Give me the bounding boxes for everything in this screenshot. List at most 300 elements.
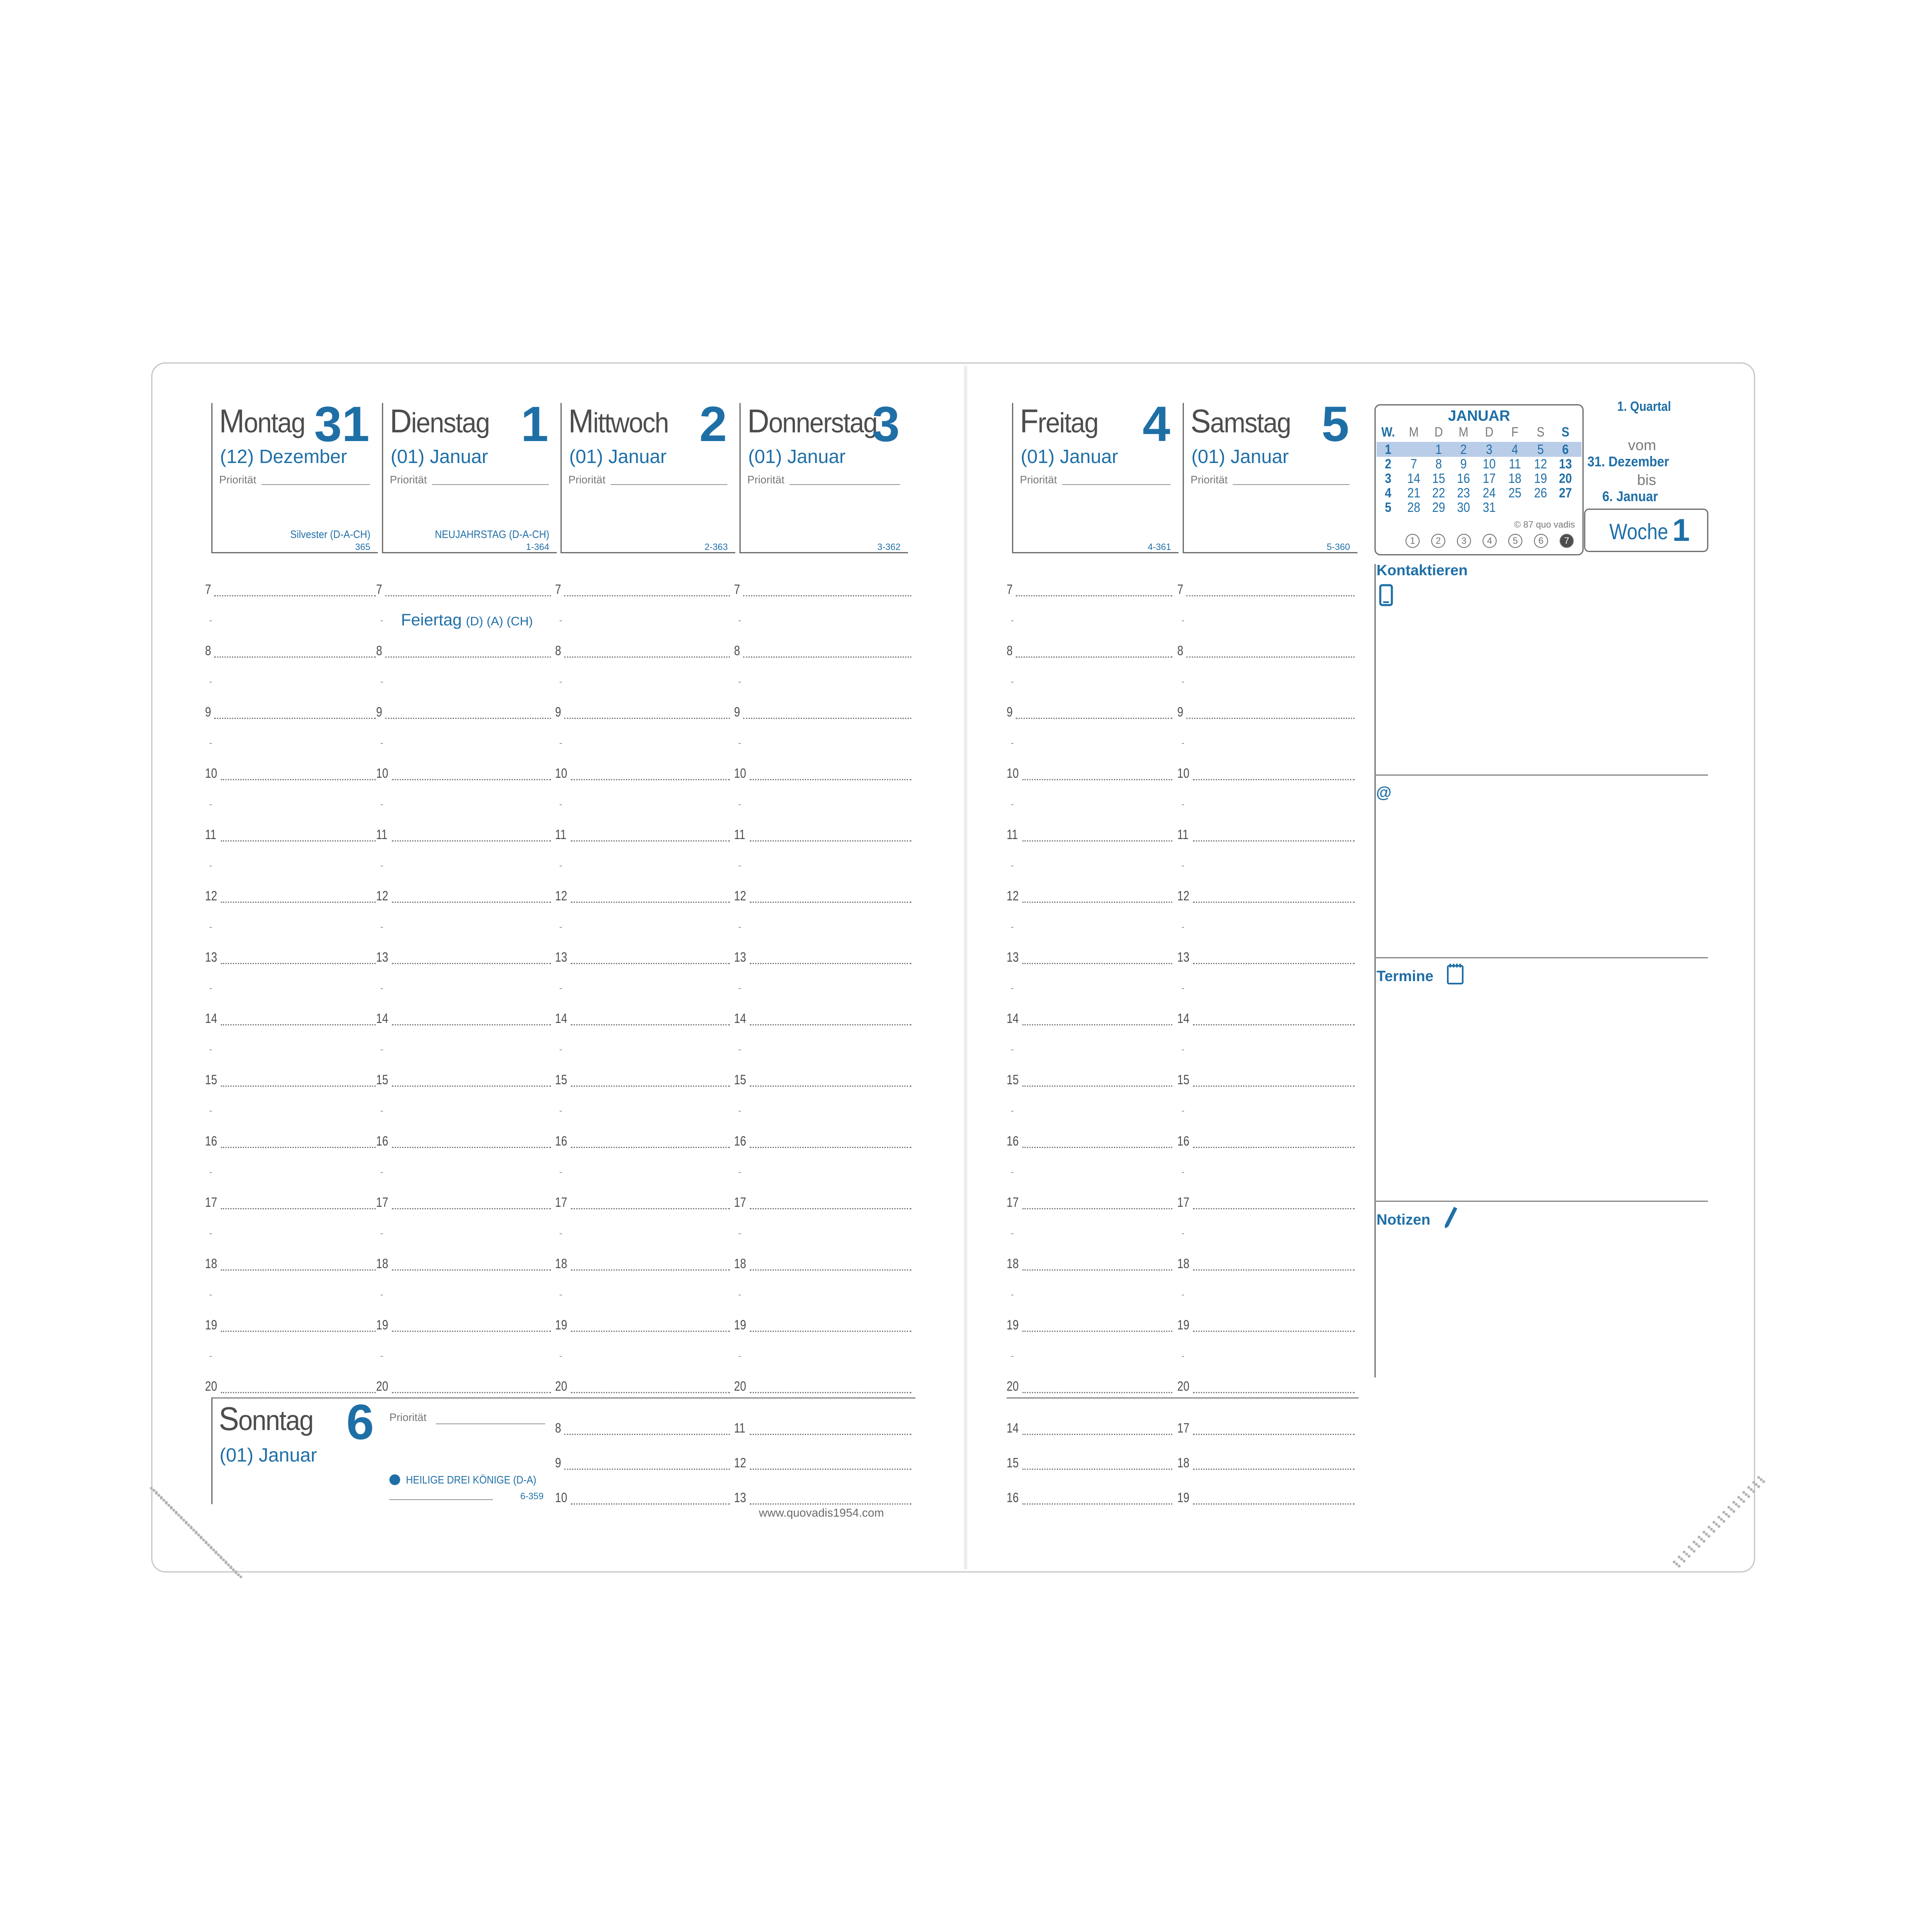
- weekday-circle[interactable]: 4: [1483, 534, 1497, 548]
- weekday-circle[interactable]: 2: [1431, 534, 1445, 548]
- hour-label: 8: [1007, 643, 1013, 658]
- mini-calendar-day: 10: [1483, 456, 1496, 471]
- hour-line[interactable]: [571, 1147, 730, 1148]
- hour-label: 8: [555, 643, 561, 658]
- weekday-circle[interactable]: 6: [1534, 534, 1548, 548]
- email-divider: [1374, 957, 1708, 958]
- hour-line[interactable]: [1193, 1024, 1355, 1025]
- hour-line[interactable]: [392, 902, 551, 903]
- hour-line[interactable]: [1193, 1147, 1355, 1148]
- half-hour-mark: -: [1011, 799, 1014, 809]
- half-hour-mark: -: [559, 1289, 563, 1300]
- priority-line: [432, 484, 549, 485]
- hour-line[interactable]: [1186, 595, 1355, 596]
- hour-line[interactable]: [750, 1147, 911, 1148]
- hour-line[interactable]: [221, 1208, 376, 1209]
- weekday-circle[interactable]: 7: [1560, 534, 1574, 548]
- day-number: 4: [1142, 396, 1170, 452]
- hour-label: 10: [555, 766, 568, 781]
- hour-label: 8: [376, 643, 382, 658]
- hour-line[interactable]: [743, 656, 911, 658]
- hour-line[interactable]: [743, 718, 911, 719]
- half-hour-mark: -: [1011, 676, 1014, 687]
- hour-line[interactable]: [1022, 779, 1172, 780]
- hour-line[interactable]: [392, 1392, 551, 1393]
- hour-label: 18: [555, 1256, 568, 1271]
- half-hour-mark: -: [1181, 1105, 1185, 1116]
- hour-label: 11: [734, 827, 746, 842]
- mini-calendar-header: D: [1485, 425, 1494, 439]
- hour-line[interactable]: [571, 1208, 730, 1209]
- hour-line[interactable]: [571, 1331, 730, 1332]
- half-hour-mark: -: [1011, 983, 1014, 993]
- priority-line: [1233, 484, 1350, 485]
- hour-label: 14: [1007, 1011, 1019, 1026]
- mini-calendar-day: 30: [1457, 500, 1470, 515]
- half-hour-mark: -: [380, 615, 384, 625]
- hour-line[interactable]: [1193, 1392, 1355, 1393]
- hour-line[interactable]: [1022, 1331, 1172, 1332]
- mini-calendar-day: 24: [1483, 485, 1496, 500]
- hour-label: 7: [555, 582, 561, 597]
- hour-line[interactable]: [392, 963, 551, 964]
- day-header: [1183, 396, 1357, 553]
- hour-line[interactable]: [214, 718, 376, 719]
- day-name: [219, 402, 305, 440]
- mini-calendar-day: 16: [1457, 471, 1470, 486]
- hour-line[interactable]: [1193, 963, 1355, 964]
- hour-line[interactable]: [221, 1147, 376, 1148]
- priority-label: Priorität: [219, 473, 256, 486]
- hour-label: 16: [734, 1134, 746, 1148]
- day-of-year: 4-361: [1147, 542, 1171, 552]
- mini-calendar-day: 5: [1385, 500, 1391, 515]
- hour-line[interactable]: [221, 1392, 376, 1393]
- half-hour-mark: -: [380, 1044, 384, 1054]
- hour-label: 11: [734, 1421, 746, 1435]
- hour-label: 10: [734, 766, 746, 781]
- hour-line[interactable]: [392, 1269, 551, 1271]
- hour-line[interactable]: [1022, 1269, 1172, 1271]
- hour-line[interactable]: [564, 1434, 730, 1435]
- mini-calendar-day: 17: [1483, 471, 1496, 486]
- hour-label: 11: [555, 827, 567, 842]
- half-hour-mark: -: [1181, 1289, 1185, 1300]
- hour-line[interactable]: [1022, 1208, 1172, 1209]
- mini-calendar-day: 23: [1457, 485, 1470, 500]
- hour-line[interactable]: [743, 595, 911, 596]
- hour-line[interactable]: [1022, 1085, 1172, 1087]
- hour-line[interactable]: [1193, 1331, 1355, 1332]
- hour-line[interactable]: [1193, 1269, 1355, 1271]
- phone-icon: [1379, 584, 1393, 608]
- hour-line[interactable]: [571, 840, 730, 842]
- day-initial: M: [219, 403, 244, 439]
- hour-label: 14: [205, 1011, 217, 1026]
- day-name: [1191, 402, 1290, 440]
- hour-label: 18: [734, 1256, 746, 1271]
- hour-line[interactable]: [1022, 902, 1172, 903]
- hour-line[interactable]: [564, 718, 730, 719]
- half-hour-mark: -: [559, 1167, 563, 1177]
- half-hour-mark: -: [1011, 1289, 1014, 1300]
- half-hour-mark: -: [559, 799, 563, 809]
- hour-line[interactable]: [750, 1469, 911, 1470]
- half-hour-mark: -: [209, 1351, 213, 1361]
- hour-label: 7: [734, 582, 740, 597]
- day-header: [382, 396, 557, 553]
- hour-label: 17: [1007, 1195, 1019, 1210]
- half-hour-mark: -: [209, 983, 213, 993]
- mini-calendar-day: 2: [1385, 456, 1391, 471]
- mini-calendar-day: 11: [1509, 456, 1521, 471]
- hour-line[interactable]: [571, 1024, 730, 1025]
- hour-line[interactable]: [571, 1503, 730, 1505]
- hour-line[interactable]: [750, 1503, 911, 1505]
- sidebar-rule: [1374, 564, 1376, 1377]
- hour-label: 15: [376, 1072, 389, 1087]
- half-hour-mark: -: [380, 1351, 384, 1361]
- mini-calendar-day: 26: [1534, 485, 1547, 500]
- bis-label: bis: [1637, 471, 1657, 488]
- mini-calendar-day: 3: [1385, 471, 1391, 486]
- hour-line[interactable]: [214, 595, 376, 596]
- hour-line[interactable]: [1022, 1503, 1172, 1505]
- priority-line: [790, 484, 900, 485]
- half-hour-mark: -: [738, 738, 741, 748]
- half-hour-mark: -: [738, 1044, 741, 1054]
- half-hour-mark: -: [380, 1289, 384, 1300]
- hour-line[interactable]: [385, 718, 551, 719]
- mini-calendar-day: 28: [1407, 500, 1420, 515]
- mini-calendar-header: D: [1434, 425, 1443, 439]
- half-hour-mark: -: [380, 983, 384, 993]
- hour-line[interactable]: [750, 902, 911, 903]
- sunday-left-rule: [211, 1397, 213, 1504]
- hour-label: 13: [734, 950, 746, 965]
- hour-line[interactable]: [750, 1024, 911, 1025]
- hour-line[interactable]: [221, 1269, 376, 1271]
- day-of-year: 5-360: [1326, 542, 1350, 552]
- half-hour-mark: -: [559, 860, 563, 871]
- hour-line[interactable]: [221, 779, 376, 780]
- hour-label: 13: [734, 1490, 746, 1505]
- half-hour-mark: -: [1011, 738, 1014, 748]
- hour-line[interactable]: [392, 1208, 551, 1209]
- hour-label: 9: [1007, 704, 1013, 719]
- hour-label: 12: [1177, 888, 1190, 903]
- day-of-year: 3-362: [877, 542, 901, 552]
- hour-line[interactable]: [1193, 1469, 1355, 1470]
- half-hour-mark: -: [1011, 921, 1014, 932]
- hour-line[interactable]: [571, 1392, 730, 1393]
- day-header: [1012, 396, 1179, 553]
- hour-line[interactable]: [750, 1392, 911, 1393]
- hour-line[interactable]: [1193, 779, 1355, 780]
- mini-calendar-title: JANUAR: [1448, 407, 1510, 424]
- hour-label: 17: [1177, 1195, 1190, 1210]
- day-of-year: 2-363: [704, 542, 728, 552]
- hour-label: 20: [1177, 1379, 1190, 1394]
- hour-label: 20: [734, 1379, 746, 1394]
- mini-calendar-day: 1: [1435, 442, 1442, 457]
- half-hour-mark: -: [1011, 1167, 1014, 1177]
- mini-calendar-header: M: [1409, 425, 1419, 439]
- termine-heading: Termine: [1377, 967, 1434, 984]
- half-hour-mark: -: [209, 921, 213, 932]
- hour-label: 11: [376, 827, 388, 842]
- holiday-bullet-icon: [389, 1474, 400, 1485]
- hour-label: 13: [555, 950, 568, 965]
- pencil-icon: [1442, 1205, 1459, 1232]
- hour-label: 14: [376, 1011, 389, 1026]
- half-hour-mark: -: [559, 615, 563, 625]
- hour-line[interactable]: [571, 1269, 730, 1271]
- hour-line[interactable]: [221, 840, 376, 842]
- half-hour-mark: -: [738, 676, 741, 687]
- half-hour-mark: -: [1181, 921, 1185, 932]
- hour-label: 11: [1007, 827, 1018, 842]
- mini-calendar-day: 18: [1508, 471, 1522, 486]
- hour-label: 13: [1007, 950, 1019, 965]
- hour-label: 18: [205, 1256, 217, 1271]
- hour-line[interactable]: [221, 1024, 376, 1025]
- hour-label: 9: [205, 704, 211, 719]
- half-hour-mark: -: [1011, 1228, 1014, 1238]
- hour-line[interactable]: [221, 902, 376, 903]
- hour-label: 7: [376, 582, 382, 597]
- sunday-holiday-line: [389, 1499, 493, 1500]
- half-hour-mark: -: [559, 921, 563, 932]
- sunday-holiday: HEILIGE DREI KÖNIGE (D-A): [406, 1474, 536, 1486]
- half-hour-mark: -: [1011, 1351, 1014, 1361]
- half-hour-mark: -: [738, 615, 741, 625]
- hour-label: 17: [1177, 1421, 1190, 1435]
- half-hour-mark: -: [1011, 1044, 1014, 1054]
- half-hour-mark: -: [738, 921, 741, 932]
- half-hour-mark: -: [738, 799, 741, 809]
- hour-line[interactable]: [571, 779, 730, 780]
- weekday-circle[interactable]: 5: [1508, 534, 1522, 548]
- hour-line[interactable]: [392, 779, 551, 780]
- mini-calendar-day: 27: [1559, 485, 1572, 500]
- hour-label: 15: [734, 1072, 746, 1087]
- hour-label: 10: [555, 1490, 568, 1505]
- hour-label: 15: [205, 1072, 217, 1087]
- half-hour-mark: -: [738, 1105, 741, 1116]
- hour-line[interactable]: [564, 1469, 730, 1470]
- priority-label: Priorität: [1020, 473, 1057, 486]
- hour-line[interactable]: [1186, 656, 1355, 658]
- hour-line[interactable]: [1022, 1147, 1172, 1148]
- half-hour-mark: -: [209, 676, 213, 687]
- hour-label: 18: [1177, 1256, 1190, 1271]
- half-hour-mark: -: [380, 921, 384, 932]
- hour-line[interactable]: [221, 1085, 376, 1087]
- mini-calendar-day: 1: [1385, 442, 1391, 457]
- hour-line[interactable]: [221, 963, 376, 964]
- mini-calendar: [1374, 404, 1584, 555]
- hour-line[interactable]: [564, 656, 730, 658]
- hour-line[interactable]: [750, 1434, 911, 1435]
- sunday-name: [219, 1400, 313, 1438]
- day-initial: S: [219, 1400, 239, 1437]
- half-hour-mark: -: [738, 860, 741, 871]
- hour-label: 14: [1007, 1421, 1019, 1435]
- mini-calendar-header: S: [1536, 425, 1545, 439]
- hour-line[interactable]: [1016, 595, 1172, 596]
- hour-label: 8: [1177, 643, 1183, 658]
- day-month: (12) Dezember: [220, 446, 347, 467]
- mini-calendar-day: 29: [1432, 500, 1445, 515]
- hour-line[interactable]: [1193, 1503, 1355, 1505]
- day-header: [739, 396, 908, 553]
- hour-label: 14: [1177, 1011, 1190, 1026]
- mini-calendar-day: 21: [1407, 485, 1420, 500]
- priority-label: Priorität: [1191, 473, 1228, 486]
- sunday-month: (01) Januar: [220, 1444, 317, 1466]
- day-name-rest: ontag: [244, 407, 305, 439]
- hour-line[interactable]: [392, 1085, 551, 1087]
- kontakt-heading: Kontaktieren: [1377, 562, 1468, 579]
- mini-calendar-day: 9: [1460, 456, 1467, 471]
- half-hour-mark: -: [1011, 860, 1014, 871]
- hour-line[interactable]: [392, 840, 551, 842]
- hour-label: 10: [1007, 766, 1019, 781]
- hour-label: 9: [734, 704, 740, 719]
- hour-line[interactable]: [385, 656, 551, 658]
- half-hour-mark: -: [1011, 615, 1014, 625]
- hour-line[interactable]: [1022, 963, 1172, 964]
- hour-line[interactable]: [1022, 1392, 1172, 1393]
- hour-line[interactable]: [1186, 718, 1355, 719]
- day-name-rest: amstag: [1210, 407, 1291, 439]
- hour-label: 9: [555, 704, 561, 719]
- mini-calendar-day: 12: [1534, 456, 1547, 471]
- half-hour-mark: -: [1181, 1044, 1185, 1054]
- day-of-year: 365: [355, 542, 370, 552]
- half-hour-mark: -: [380, 676, 384, 687]
- sunday-number: 6: [346, 1394, 374, 1450]
- hour-label: 15: [555, 1072, 568, 1087]
- mini-calendar-header: F: [1511, 425, 1519, 439]
- half-hour-mark: -: [209, 615, 213, 625]
- half-hour-mark: -: [559, 983, 563, 993]
- priority-line: [261, 484, 370, 485]
- hour-label: 19: [205, 1317, 217, 1332]
- hour-label: 16: [1177, 1134, 1190, 1148]
- hour-label: 8: [555, 1421, 561, 1435]
- hour-line[interactable]: [221, 1331, 376, 1332]
- vom-label: vom: [1628, 437, 1657, 453]
- hour-line[interactable]: [571, 902, 730, 903]
- hour-label: 11: [205, 827, 217, 842]
- day-number: 31: [314, 396, 370, 452]
- planner-spine: [964, 366, 967, 1569]
- feiertag-label: Feiertag: [401, 611, 462, 629]
- hour-line[interactable]: [392, 1024, 551, 1025]
- hour-label: 20: [1007, 1379, 1019, 1394]
- day-initial: D: [747, 403, 769, 439]
- day-name-rest: ienstag: [411, 407, 490, 439]
- hour-line[interactable]: [1022, 840, 1172, 842]
- half-hour-mark: -: [1181, 1351, 1185, 1361]
- hour-line[interactable]: [750, 1331, 911, 1332]
- half-hour-mark: -: [209, 1289, 213, 1300]
- hour-line[interactable]: [1022, 1024, 1172, 1025]
- hour-line[interactable]: [1193, 902, 1355, 903]
- hour-label: 18: [1007, 1256, 1019, 1271]
- hour-line[interactable]: [392, 1331, 551, 1332]
- hour-line[interactable]: [1193, 1434, 1355, 1435]
- hour-line[interactable]: [392, 1147, 551, 1148]
- mini-calendar-day: 15: [1432, 471, 1445, 486]
- hour-line[interactable]: [571, 963, 730, 964]
- hour-line[interactable]: [1193, 1085, 1355, 1087]
- hour-label: 8: [734, 643, 740, 658]
- sunday-priority-line: [436, 1423, 545, 1424]
- hour-line[interactable]: [750, 1208, 911, 1209]
- mini-calendar-day: 8: [1435, 456, 1442, 471]
- half-hour-mark: -: [1181, 983, 1185, 993]
- day-month: (01) Januar: [1191, 446, 1289, 467]
- mini-calendar-day: 3: [1486, 442, 1493, 457]
- copyright-note: © 87 quo vadis: [1514, 519, 1575, 530]
- hour-label: 15: [1177, 1072, 1190, 1087]
- mini-calendar-day: 14: [1407, 471, 1420, 486]
- hour-label: 7: [1007, 582, 1013, 597]
- half-hour-mark: -: [559, 1351, 563, 1361]
- week-label: Woche: [1609, 519, 1669, 544]
- weekday-circle[interactable]: 1: [1406, 534, 1420, 548]
- day-name-rest: reitag: [1038, 407, 1098, 439]
- public-holiday-note: [401, 611, 533, 630]
- hour-line[interactable]: [564, 595, 730, 596]
- hour-line[interactable]: [385, 595, 551, 596]
- hour-line[interactable]: [750, 1085, 911, 1087]
- half-hour-mark: -: [380, 1228, 384, 1238]
- hour-label: 16: [555, 1134, 568, 1148]
- hour-label: 12: [376, 888, 389, 903]
- feiertag-countries: (D) (A) (CH): [466, 615, 533, 628]
- hour-label: 14: [555, 1011, 568, 1026]
- hour-label: 16: [1007, 1134, 1019, 1148]
- hour-line[interactable]: [571, 1085, 730, 1087]
- from-date: 31. Dezember: [1587, 454, 1669, 470]
- priority-line: [611, 484, 727, 485]
- hour-line[interactable]: [750, 779, 911, 780]
- half-hour-mark: -: [559, 1044, 563, 1054]
- hour-line[interactable]: [1193, 1208, 1355, 1209]
- hour-line[interactable]: [750, 963, 911, 964]
- mini-calendar-day: 4: [1385, 485, 1391, 500]
- day-name-rest: ittwoch: [593, 407, 669, 439]
- hour-line[interactable]: [750, 1269, 911, 1271]
- hour-line[interactable]: [214, 656, 376, 658]
- hour-line[interactable]: [1022, 1469, 1172, 1470]
- weekday-circle[interactable]: 3: [1457, 534, 1471, 548]
- hour-label: 20: [205, 1379, 217, 1394]
- hour-line[interactable]: [750, 840, 911, 842]
- mini-calendar-day: 6: [1562, 442, 1569, 457]
- hour-line[interactable]: [1022, 1434, 1172, 1435]
- priority-line: [1062, 484, 1171, 485]
- hour-line[interactable]: [1016, 656, 1172, 658]
- hour-label: 17: [376, 1195, 389, 1210]
- week-box: [1584, 509, 1708, 552]
- hour-line[interactable]: [1193, 840, 1355, 842]
- hour-line[interactable]: [1016, 718, 1172, 719]
